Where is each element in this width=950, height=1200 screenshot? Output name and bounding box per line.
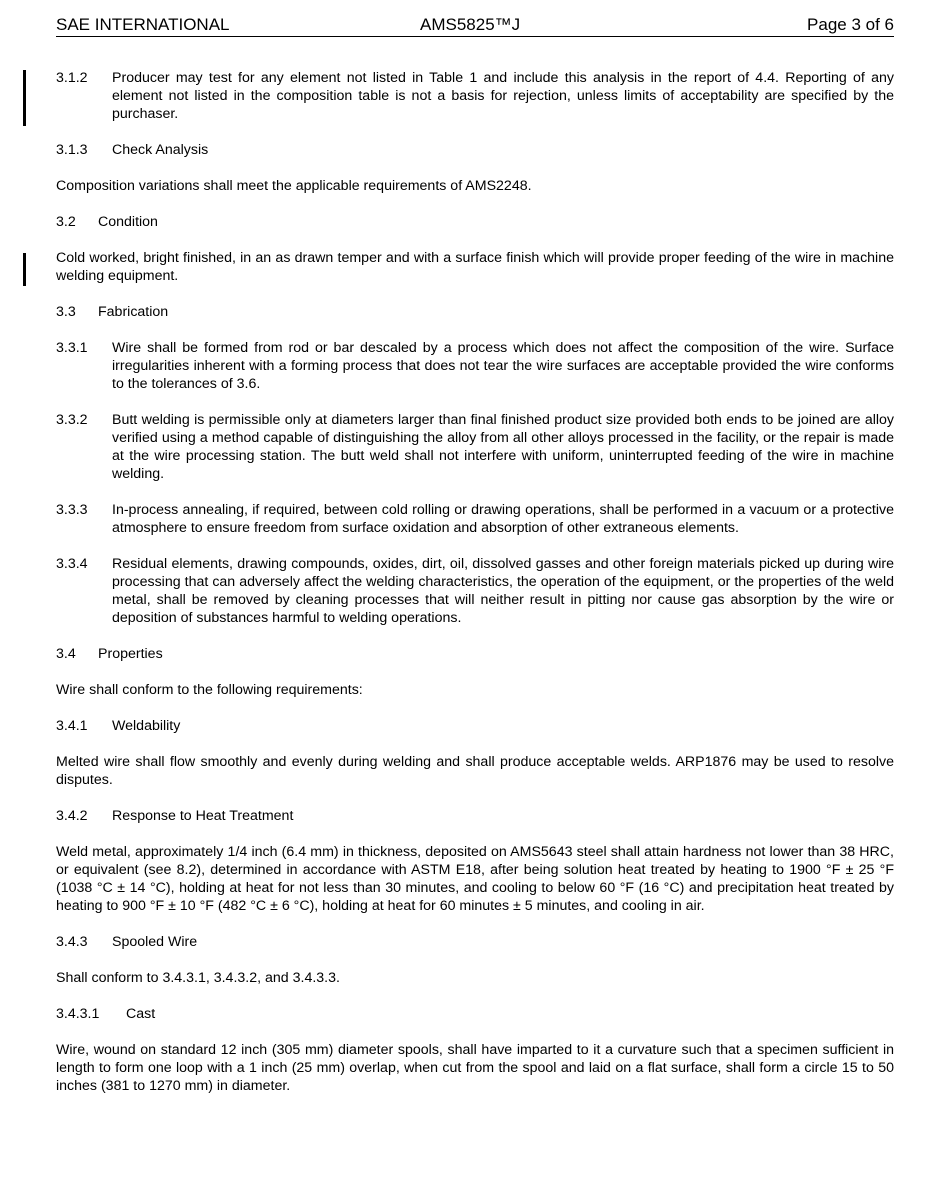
paragraph-number: 3.3.4 [56,556,88,572]
heading-3-2 [56,213,894,231]
paragraph-number: 3.3.2 [56,412,88,428]
section-number: 3.4.2 [56,808,88,824]
paragraph-text: In-process annealing, if required, between cold rolling or drawing operations, shall be performed in a vacuum or a protective atmosphere to ensure freedom from surface oxidation and absorption of other extraneous elements. [112,502,894,536]
paragraph-3-3-2 [56,411,894,483]
paragraph-text: Butt welding is permissible only at diameters larger than final finished product size provided both ends to be joined are alloy verified using a method capable of distinguishing the alloy from all other alloys processed in the facility, or the repair is made at the wire processing station. The butt weld shall not interfere with uniform, uninterrupted feeding of the wire in machine welding. [112,412,894,482]
section-title: Weldability [112,718,181,734]
heading-3-4-2 [56,807,894,825]
paragraph-3-1-2 [56,69,894,123]
paragraph-3-3-3 [56,501,894,537]
section-body: Cold worked, bright finished, in an as drawn temper and with a surface finish which will provide proper feeding of the wire in machine welding equipment. [56,250,894,284]
change-bar [23,70,26,126]
paragraph-number: 3.3.1 [56,340,88,356]
section-title: Properties [98,646,163,662]
header-page-number: Page 3 of 6 [807,15,894,34]
paragraph-text: Wire shall be formed from rod or bar descaled by a process which does not affect the composition of the wire. Surface irregularities inherent with a forming process that does not tear the wire surfaces are acceptable provided the wire conforms to the tolerances of 3.6. [112,340,894,392]
section-number: 3.4 [56,646,76,662]
header-org: SAE INTERNATIONAL [56,15,230,34]
paragraph-text: Producer may test for any element not listed in Table 1 and include this analysis in the report of 4.4. Reporting of any element not listed in the composition table is not a basis for rejection, unless limits of acceptability are specified by the purchaser. [112,70,894,122]
heading-3-3 [56,303,894,321]
section-body: Wire, wound on standard 12 inch (305 mm) diameter spools, shall have imparted to it a curvature such that a specimen sufficient in length to form one loop with a 1 inch (25 mm) overlap, when cut from the spool and laid on a flat surface, shall form a circle 15 to 50 inches (381 to 1270 mm) in diameter. [56,1042,894,1094]
section-title: Check Analysis [112,142,209,158]
header-doc-id: AMS5825™J [420,15,521,34]
paragraph-3-3-1 [56,339,894,393]
paragraph-text: Residual elements, drawing compounds, oxides, dirt, oil, dissolved gasses and other foreign materials picked up during wire processing that can adversely affect the welding characteristics, the operation of the equipment, or the properties of the weld metal, shall be removed by cleaning processes that will neither result in pitting nor cause gas absorption by the wire or deposition of substances harmful to welding operations. [112,556,894,626]
section-title: Cast [126,1006,156,1022]
section-number: 3.4.1 [56,718,88,734]
section-number: 3.3 [56,304,76,320]
section-body: Composition variations shall meet the applicable requirements of AMS2248. [56,178,532,194]
section-number: 3.4.3.1 [56,1006,100,1022]
section-title: Condition [98,214,158,230]
heading-3-4-3-1 [56,1005,894,1023]
paragraph-number: 3.3.3 [56,502,88,518]
page-header [56,14,894,37]
section-number: 3.4.3 [56,934,88,950]
section-title: Fabrication [98,304,169,320]
section-number: 3.2 [56,214,76,230]
section-body: Wire shall conform to the following requirements: [56,682,363,698]
section-body: Shall conform to 3.4.3.1, 3.4.3.2, and 3.4.3.3. [56,970,340,986]
section-title: Spooled Wire [112,934,198,950]
section-body: Weld metal, approximately 1/4 inch (6.4 mm) in thickness, deposited on AMS5643 steel shall attain hardness not lower than 38 HRC, or equivalent (see 8.2), determined in accordance with ASTM E18, after being solution heat treated by heating to 1900 °F ± 25 °F (1038 °C ± 14 °C), holding at heat for not less than 30 minutes, and cooling to below 60 °F (16 °C) and precipitation heat treated by heating to 900 °F ± 10 °F (482 °C ± 6 °C), holding at heat for 60 minutes ± 5 minutes, and cooling in air. [56,844,894,914]
section-body: Melted wire shall flow smoothly and evenly during welding and shall produce acceptable welds. ARP1876 may be used to resolve disputes. [56,754,894,788]
heading-3-1-3 [56,141,894,159]
section-title: Response to Heat Treatment [112,808,294,824]
change-bar [23,253,26,286]
paragraph-3-3-4 [56,555,894,627]
heading-3-4-3 [56,933,894,951]
document-body [56,69,894,1113]
heading-3-4-1 [56,717,894,735]
paragraph-number: 3.1.2 [56,70,88,86]
heading-3-4 [56,645,894,663]
section-number: 3.1.3 [56,142,88,158]
